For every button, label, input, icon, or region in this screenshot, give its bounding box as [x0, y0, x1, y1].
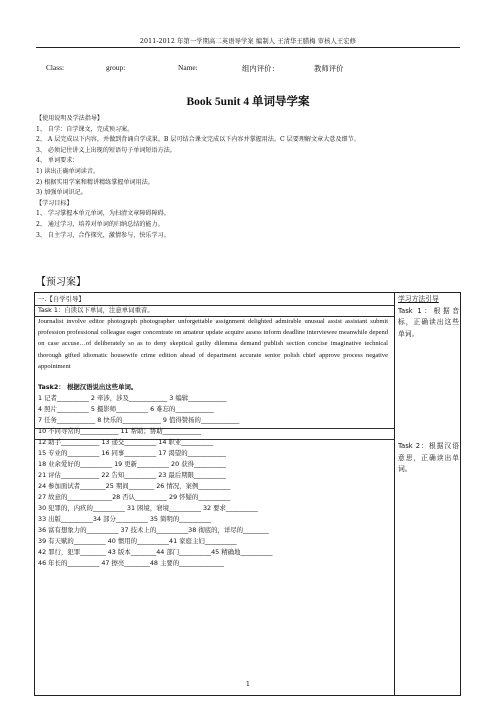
preview-section-title: 【预习案】 [36, 277, 86, 288]
name-label: Name: [178, 63, 198, 72]
task1-tip: Task 1：根据音标，正确读出这些单词。 [398, 306, 459, 338]
vocab-line: 30 犯罪的，内疚的__________ 31 困境，窘境__________ 32 要求__________ [38, 504, 258, 513]
document-title: Book 5unit 4 单词导学案 [186, 96, 310, 108]
class-label: Class: [46, 63, 65, 72]
instruction-line: 【学习目标】 [36, 199, 73, 207]
instruction-line: 2、 A 层完成以下内容，并做到背诵自学成果。B 层可结合课文完成以下内容并掌握用法。C 层要理解文章大意及细节。 [36, 136, 360, 144]
vocab-line: 42 罪行，犯罪________ 43 版本________44 部门__________45 精确地__________ [38, 548, 273, 557]
vocab-line: 4 照片__________ 5 摄影师__________ 6 难忘的____________ [38, 405, 214, 414]
section-heading: 一.【自学引导】 [38, 295, 85, 303]
vocab-line: 15 专业的__________ 16 同事__________ 17 渴望的____________ [38, 449, 226, 458]
word-list-paragraph: Journalist involve editor photograph photographer unforgettable assignment delighted admirable unusual assist assistant submit profession professional colleague eager concentrate on amateur update acquire assess inform deadline interviewee meanwhile depend on case accuse…of deliberately so as to deny skeptical guilty dilemma demand publish section concise imaginative technical thorough gifted idiomatic housewife crime edition ahead of department accurate senior polish chief approve process negative appointment [38, 318, 388, 370]
page-number: 1 [245, 680, 251, 688]
vocab-line: 1 记者__________ 2 牵涉，涉及____________ 3 编辑____________ [38, 394, 227, 403]
method-guide-column [398, 294, 459, 340]
group-label: group: [106, 63, 126, 72]
instruction-line: 3、 自主学习，合作探究，激情参与，快乐学习。 [36, 231, 170, 239]
table-column-divider [394, 292, 395, 696]
vocab-line: 39 有天赋的__________ 40 惯用的__________41 家庭主妇__________ [38, 537, 237, 546]
page-header: 2011-2012 年第一学期高二英语导学案 编制人 王清华王腊梅 审核人王宏修 [36, 36, 460, 48]
instruction-line: 3、 必须记住讲义上出现的短语句子单词短语方法。 [36, 146, 176, 154]
vocab-line: 7 任务____________ 8 快乐的____________ 9 值得赞扬的____________ [38, 416, 240, 425]
vocab-line: 33 出版__________34 部分__________ 35 简明的__________ [38, 515, 212, 524]
instruction-line: 1) 读出正确单词读音。 [36, 167, 100, 175]
vocab-line: 21 评估____________ 22 告知__________ 23 最后期限__________ [38, 471, 226, 480]
vocab-line: 46 年长的__________ 47 擦亮________48 主要的______________ [38, 559, 224, 568]
task2-tip: Task 2：根据汉语意思，正确读出单词。 [398, 442, 459, 473]
instruction-line: 1、 自学：自学课文，完成预习案。 [36, 125, 134, 133]
instructions-section [36, 114, 476, 241]
teacher-evaluation-label: 教师评价 [314, 64, 344, 73]
instruction-line: 3) 加强单词识记。 [36, 189, 87, 197]
vocab-line: 36 富有想象力的__________ 37 技术上的__________38 彻底的，详尽的________ [38, 526, 269, 535]
vocab-line: 12 助手____________ 13 递交__________ 14 职业__________ [38, 438, 214, 447]
instruction-line: 2、 通过学习，培养对单词的归纳总结的能力。 [36, 220, 164, 228]
task1-instruction: Task 1：自读以下单词，注意单词重音。 [38, 306, 154, 314]
instruction-line: 4、 单词要求： [36, 157, 79, 165]
vocab-line: 18 业余爱好的__________ 19 更新__________ 20 获得__________ [38, 460, 226, 469]
group-evaluation-label: 组内评价： [242, 64, 279, 73]
instruction-line: 2) 根据实用学案和精讲精练掌握单词用法。 [36, 178, 154, 186]
method-guide-heading: 学习方法引导 [398, 295, 439, 303]
vocab-line: 24 参加面试者________25 期间________ 26 情况，案例__________ [38, 482, 231, 491]
self-study-content [38, 294, 392, 569]
method-guide-column-2 [398, 441, 459, 476]
task2-instruction: Task2： 根据汉语说出这些单词。 [38, 383, 138, 392]
vocab-line: 10 不同寻常的____________ 11 帮助；协助____________ [38, 427, 201, 436]
instruction-line: 【使用说明及学法指导】 [36, 115, 104, 122]
instruction-line: 1、 学习掌握本单元单词，为扫清文章障碍障碍。 [36, 210, 170, 218]
vocab-line: 27 故意的______________28 否认__________ 29 怀疑的__________ [38, 493, 231, 502]
